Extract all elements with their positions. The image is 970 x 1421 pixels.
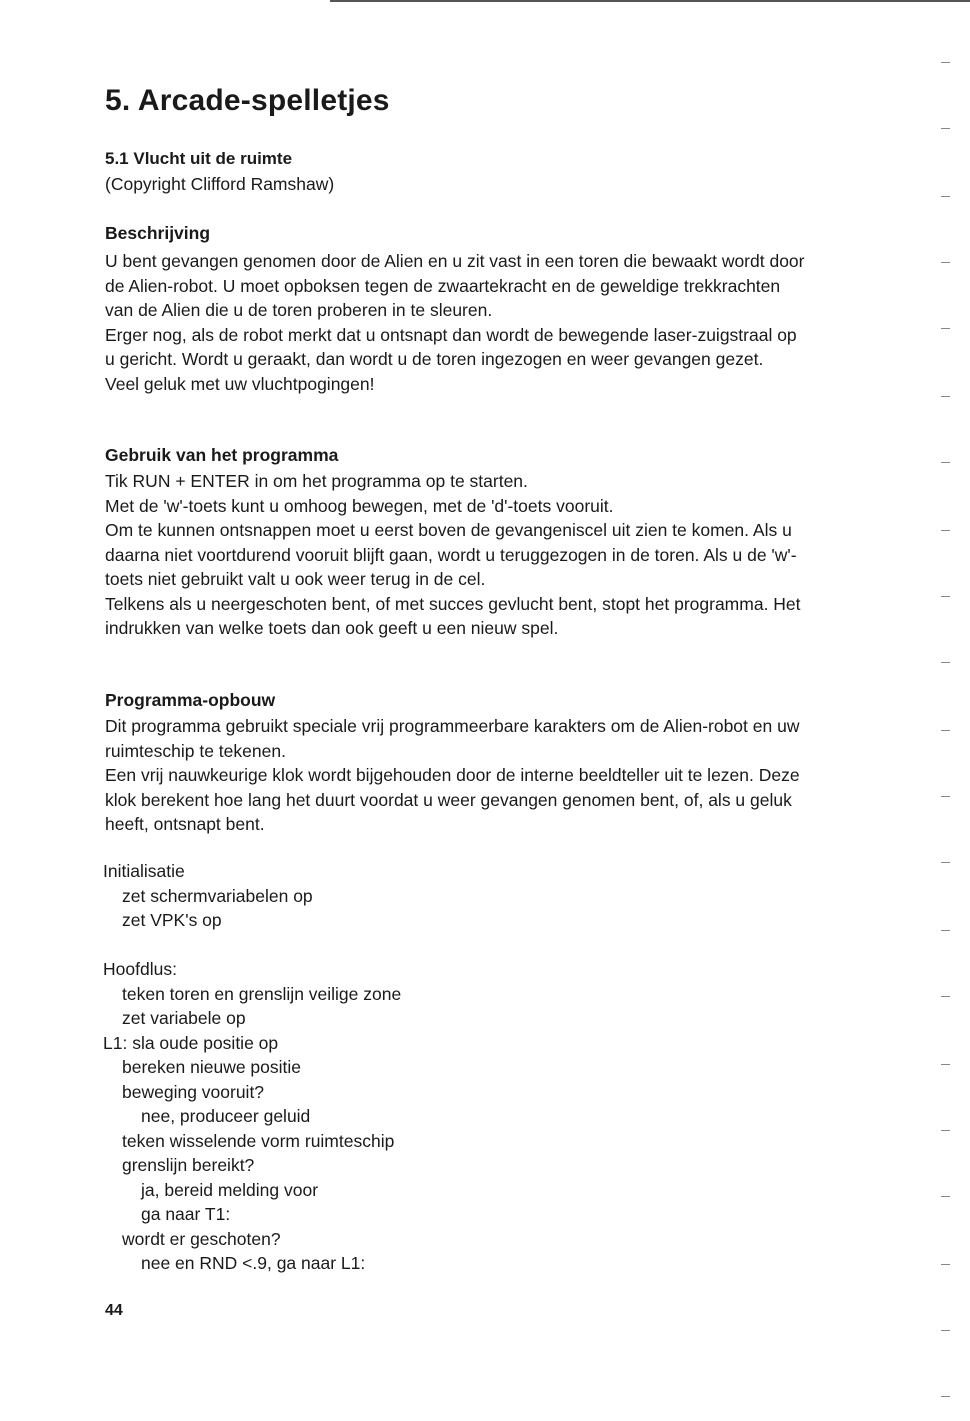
margin-tick <box>941 396 950 397</box>
outline-line: bereken nieuwe positie <box>122 1057 302 1077</box>
top-rule <box>330 0 970 2</box>
outline-line: teken toren en grenslijn veilige zone <box>122 984 402 1004</box>
margin-tick <box>941 1064 950 1065</box>
heading-programma-opbouw: Programma-opbouw <box>105 690 276 710</box>
text-line: van de Alien die u de toren proberen in te sleuren. <box>105 300 493 320</box>
outline-line: nee en RND <.9, ga naar L1: <box>141 1253 366 1273</box>
outline-line: ga naar T1: <box>141 1204 231 1224</box>
margin-tick <box>941 596 950 597</box>
heading-gebruik: Gebruik van het programma <box>105 445 339 465</box>
outline-line: grenslijn bereikt? <box>122 1155 255 1175</box>
outline-line: L1: sla oude positie op <box>103 1033 279 1053</box>
margin-tick <box>941 196 950 197</box>
margin-tick <box>941 796 950 797</box>
margin-tick <box>941 1196 950 1197</box>
outline-line: zet schermvariabelen op <box>122 886 313 906</box>
text-line: ruimteschip te tekenen. <box>105 740 286 761</box>
heading-beschrijving: Beschrijving <box>105 223 211 243</box>
margin-tick <box>941 530 950 531</box>
outline-line: Initialisatie <box>103 861 185 881</box>
margin-tick <box>941 328 950 329</box>
margin-tick <box>941 1264 950 1265</box>
text-line: toets niet gebruikt valt u ook weer terug in de cel. <box>105 569 486 589</box>
margin-tick <box>941 862 950 863</box>
margin-tick <box>941 662 950 663</box>
page-number: 44 <box>105 1302 123 1319</box>
paragraph-programma-opbouw <box>105 714 855 837</box>
outline-line: nee, produceer geluid <box>141 1106 311 1126</box>
text-line: Tik RUN + ENTER in om het programma op te starten. <box>105 471 528 491</box>
text-line: Een vrij nauwkeurige klok wordt bijgehouden door de interne beeldteller uit te lezen. Deze <box>105 765 800 785</box>
text-line: Erger nog, als de robot merkt dat u ontsnapt dan wordt de bewegende laser-zuigstraal op <box>105 324 797 345</box>
copyright-line: (Copyright Clifford Ramshaw) <box>105 174 335 194</box>
outline-line: zet variabele op <box>122 1008 246 1028</box>
paragraph-beschrijving <box>105 249 855 396</box>
outline-line: wordt er geschoten? <box>122 1229 281 1249</box>
text-line: Telkens als u neergeschoten bent, of met succes gevlucht bent, stopt het programma. Het <box>105 593 801 614</box>
outline-line: zet VPK's op <box>122 910 222 930</box>
text-line: Met de 'w'-toets kunt u omhoog bewegen, met de 'd'-toets vooruit. <box>105 495 614 516</box>
text-line: Om te kunnen ontsnappen moet u eerst boven de gevangeniscel uit zien te komen. Als u <box>105 520 792 540</box>
text-line: klok berekent hoe lang het duurt voordat u weer gevangen genomen bent, of, als u geluk <box>105 789 792 810</box>
margin-tick <box>941 1330 950 1331</box>
margin-tick <box>941 730 950 731</box>
margin-tick <box>941 1396 950 1397</box>
outline-line: ja, bereid melding voor <box>141 1180 319 1200</box>
text-line: indrukken van welke toets dan ook geeft u een nieuw spel. <box>105 618 559 638</box>
section-title: 5.1 Vlucht uit de ruimte <box>105 149 293 168</box>
margin-tick <box>941 262 950 263</box>
margin-tick <box>941 930 950 931</box>
margin-tick <box>941 462 950 463</box>
outline-line: Hoofdlus: <box>103 959 177 979</box>
margin-tick <box>941 62 950 63</box>
text-line: Dit programma gebruikt speciale vrij programmeerbare karakters om de Alien-robot en uw <box>105 716 800 736</box>
margin-tick <box>941 996 950 997</box>
text-line: U bent gevangen genomen door de Alien en u zit vast in een toren die bewaakt wordt door <box>105 251 805 271</box>
chapter-title: 5. Arcade-spelletjes <box>105 84 390 117</box>
margin-tick <box>941 1130 950 1131</box>
outline-line: beweging vooruit? <box>122 1082 265 1102</box>
text-line: Veel geluk met uw vluchtpogingen! <box>105 373 375 394</box>
paragraph-gebruik <box>105 469 855 641</box>
text-line: daarna niet voortdurend vooruit blijft gaan, wordt u teruggezogen in de toren. Als u de 'w'- <box>105 544 797 565</box>
outline-line: teken wisselende vorm ruimteschip <box>122 1131 395 1151</box>
text-line: heeft, ontsnapt bent. <box>105 814 265 834</box>
text-line: de Alien-robot. U moet opboksen tegen de zwaartekracht en de geweldige trekkrachten <box>105 275 781 296</box>
margin-tick <box>941 128 950 129</box>
text-line: u gericht. Wordt u geraakt, dan wordt u de toren ingezogen en weer gevangen gezet. <box>105 349 764 369</box>
